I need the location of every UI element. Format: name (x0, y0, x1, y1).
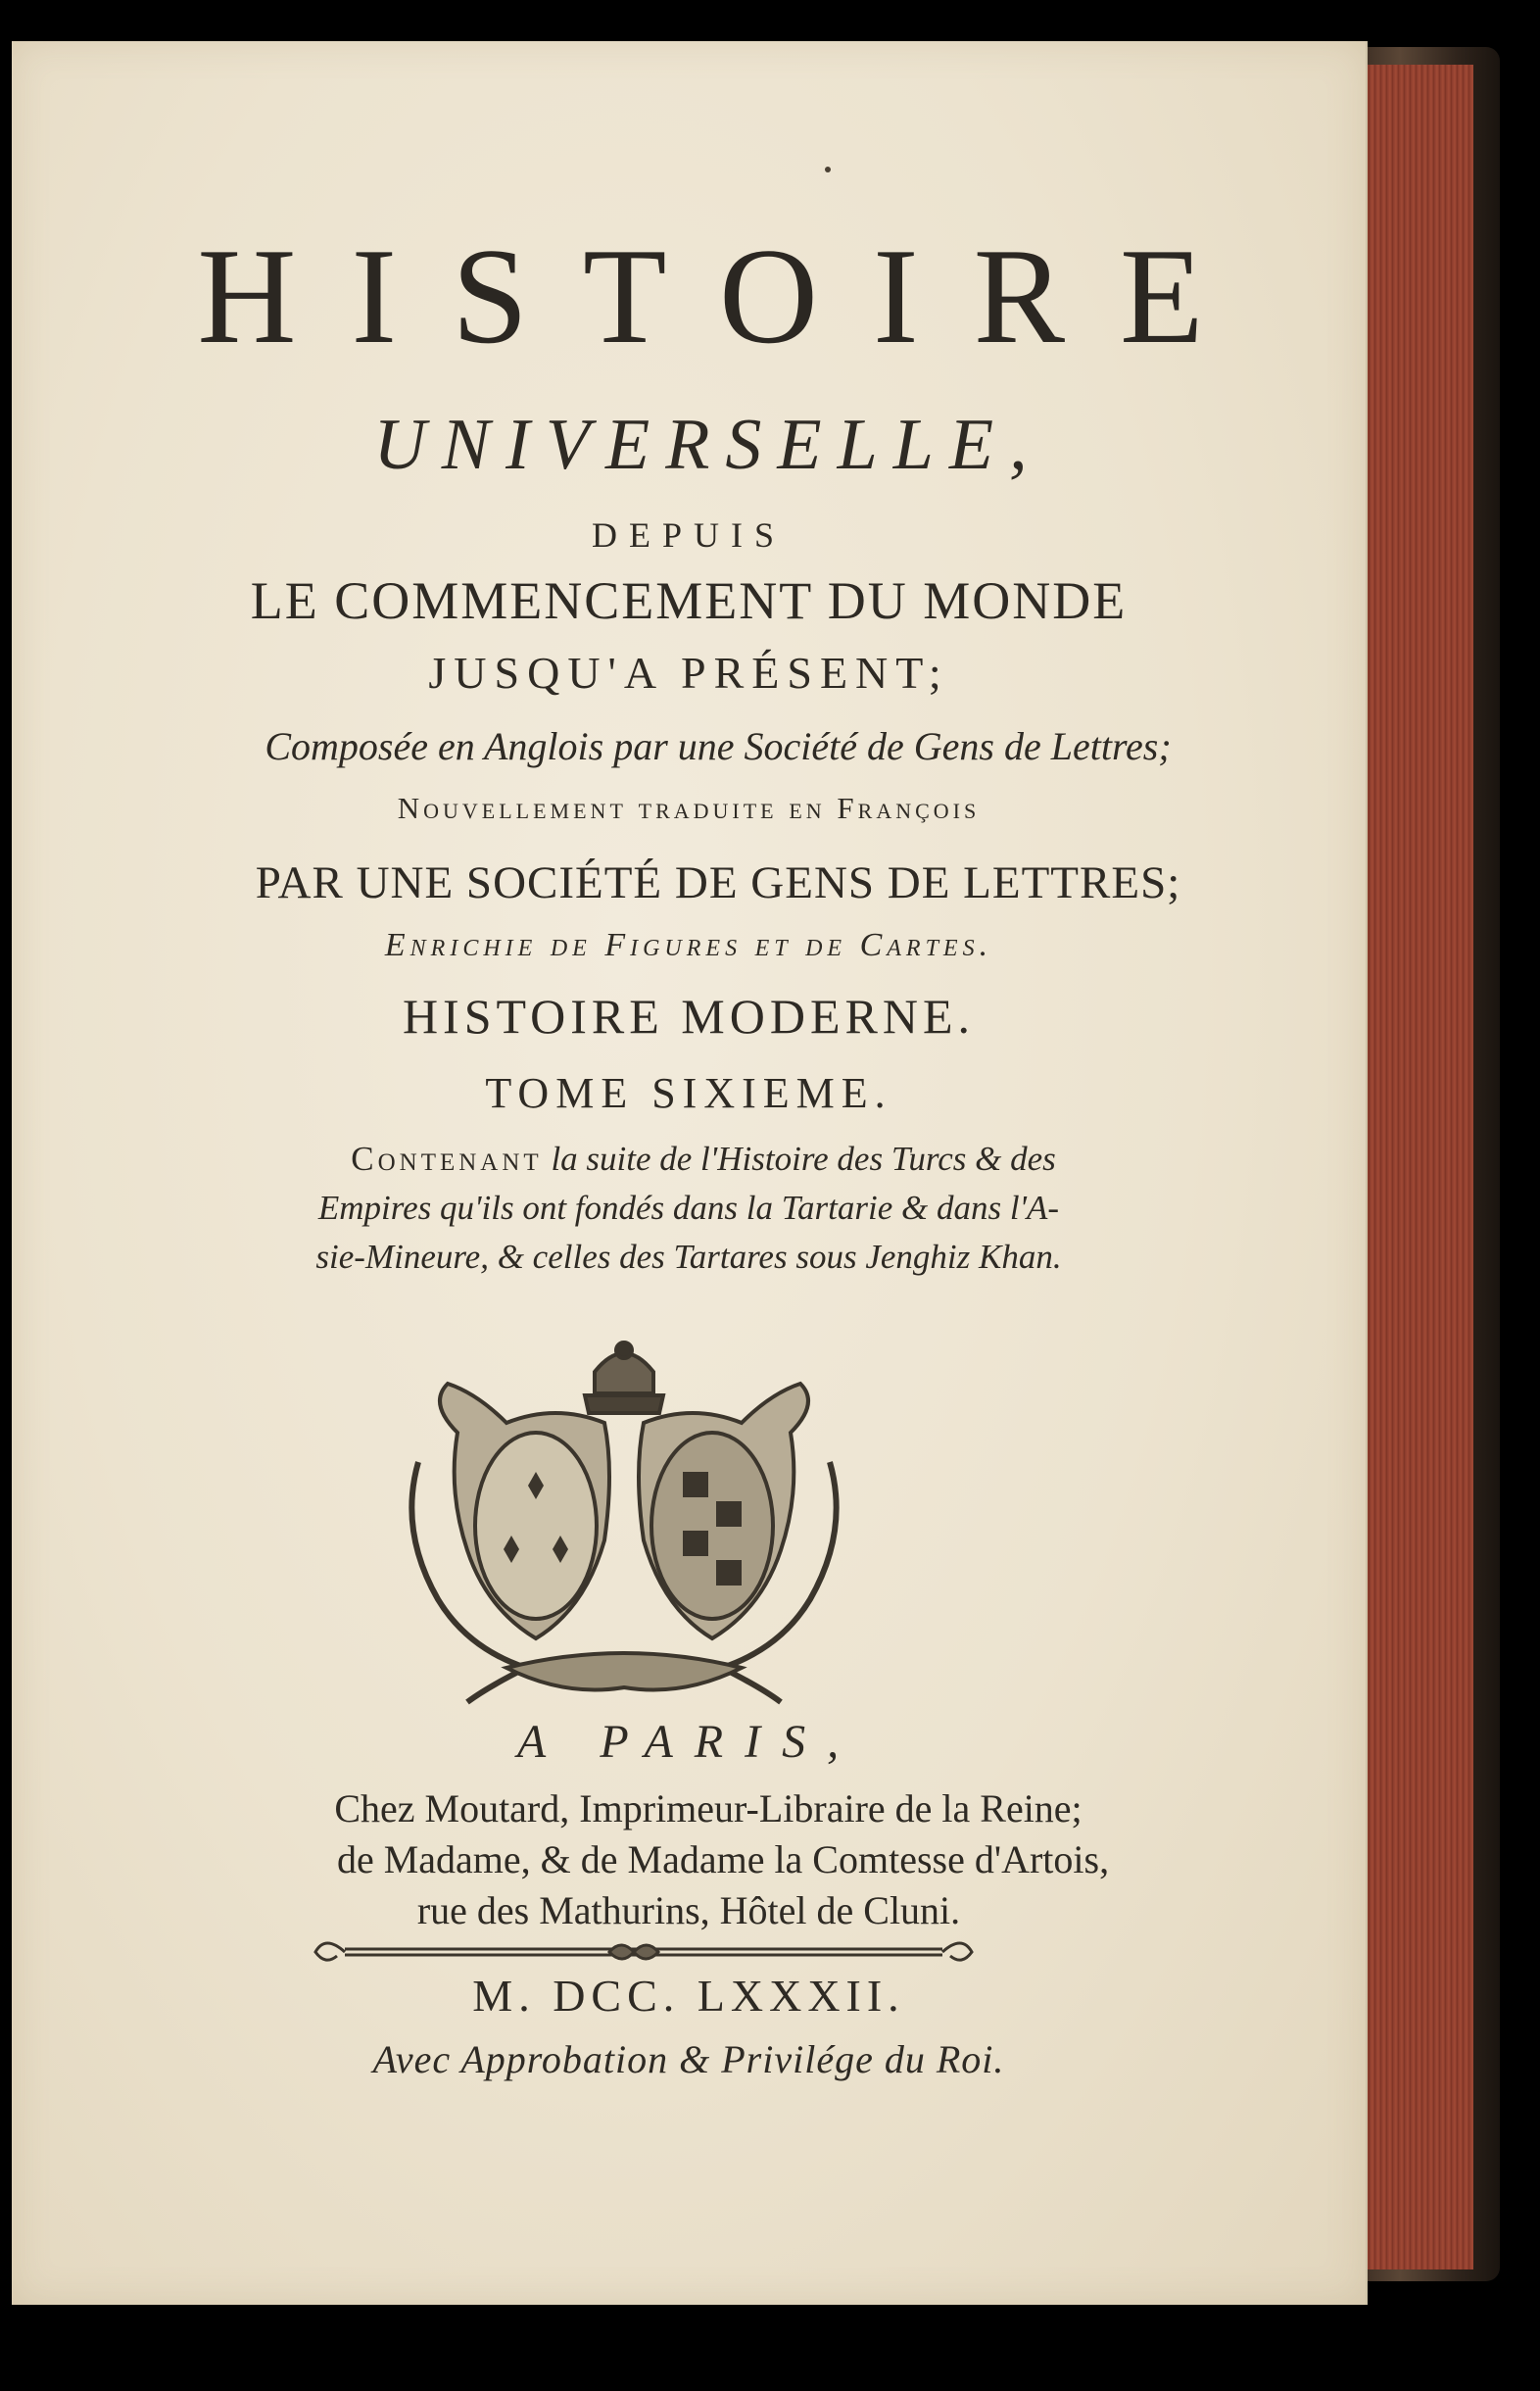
red-page-edge (1364, 65, 1473, 2269)
depuis-line: DEPUIS (591, 515, 787, 555)
ornamental-rule-icon (306, 1937, 982, 1967)
royal-arms-vignette-icon (389, 1315, 859, 1707)
imprint-block (12, 1783, 1366, 1936)
title-page (12, 41, 1368, 2305)
imprint-line-1: Chez Moutard, Imprimeur-Libraire de la Reine; (334, 1786, 1083, 1830)
contents-line-1 (12, 1135, 1366, 1184)
histoire-moderne-line: HISTOIRE MODERNE. (402, 989, 976, 1044)
composee-line: Composée en Anglois par une Société de Gens de Lettres; (265, 724, 1172, 768)
imprint-line-2: de Madame, & de Madame la Comtesse d'Artois, (336, 1837, 1110, 1881)
imprint-line-3: rue des Mathurins, Hôtel de Cluni. (416, 1888, 961, 1932)
contents-line-3: sie-Mineure, & celles des Tartares sous Jenghiz Khan. (315, 1238, 1062, 1276)
jusqu-line: JUSQU'A PRÉSENT; (428, 648, 949, 698)
tome-line: TOME SIXIEME. (485, 1069, 892, 1117)
commencement-line: LE COMMENCEMENT DU MONDE (250, 571, 1128, 630)
title-main: HISTOIRE (197, 220, 1259, 372)
contents-paragraph (12, 1135, 1366, 1282)
contents-line-2: Empires qu'ils ont fondés dans la Tartarie & dans l'A- (317, 1189, 1060, 1227)
city-line: A PARIS, (516, 1716, 861, 1768)
paper-speck (825, 167, 831, 172)
societe-line: PAR UNE SOCIÉTÉ DE GENS DE LETTRES; (255, 857, 1181, 908)
date-line: M. DCC. LXXXII. (472, 1971, 905, 2021)
contenant-lead: Contenant (351, 1140, 543, 1178)
approbation-line: Avec Approbation & Privilége du Roi. (372, 2037, 1005, 2081)
title-sub: UNIVERSELLE, (373, 405, 1043, 485)
nouvellement-line: Nouvellement traduite en François (397, 791, 981, 825)
contents-line-1-text: la suite de l'Histoire des Turcs & des (542, 1140, 1056, 1178)
enrichie-line: Enrichie de Figures et de Cartes. (384, 927, 993, 963)
